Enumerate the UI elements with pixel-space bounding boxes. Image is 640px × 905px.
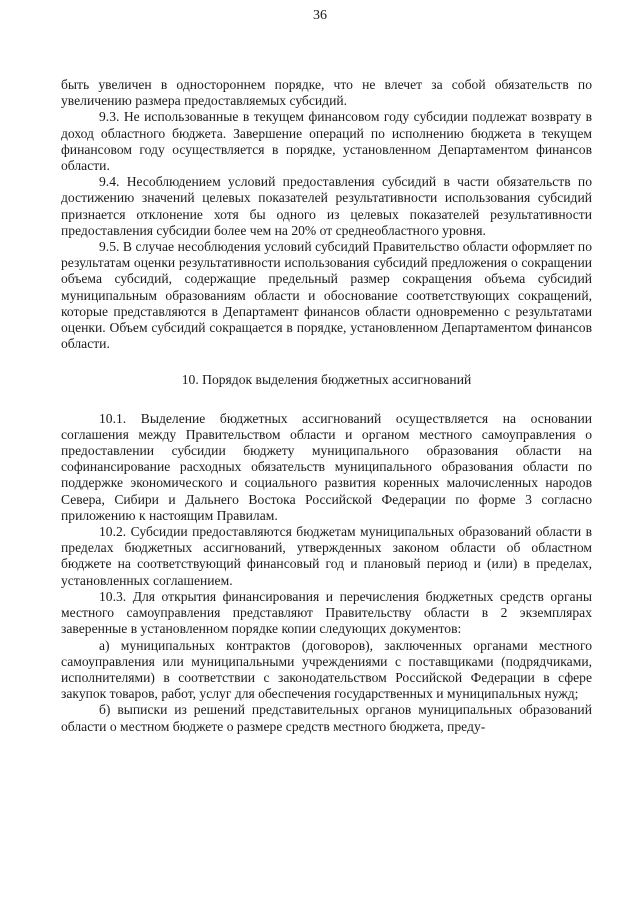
paragraph-9-3: 9.3. Не использованные в текущем финансовом году субсидии подлежат возврату в доход областного бюджета. Завершение операций по исполнению бюджета в текущем финансовом году осуществляется в порядке, установленном Департаментом финансов области.: [61, 109, 592, 174]
paragraph-10-1: 10.1. Выделение бюджетных ассигнований осуществляется на основании соглашения между Правительством области и органом местного самоуправления о предоставлении субсидии бюджету муниципального образования области на софинансирование расходных обязательств муниципального образования области по поддержке экономического и социального развития коренных малочисленных народов Севера, Сибири и Дальнего Востока Российской Федерации по форме 3 согласно приложению к настоящим Правилам.: [61, 410, 592, 523]
list-item-b: б) выписки из решений представительных органов муниципальных образований области о местном бюджете о размере средств местного бюджета, преду-: [61, 702, 592, 734]
section-heading: 10. Порядок выделения бюджетных ассигнований: [181, 372, 472, 388]
document-body: [61, 77, 592, 735]
paragraph-9-5: 9.5. В случае несоблюдения условий субсидий Правительство области оформляет по результатам оценки результативности использования субсидий предложения о сокращении объема субсидий, содержащие предельный размер сокращения объема субсидий муниципальным образованиям области и обоснование соответствующих сокращений, которые представляются в Департамент финансов области одновременно с результатами оценки. Объем субсидий сокращается в порядке, установленном Департаментом финансов области.: [61, 239, 592, 352]
paragraph-continuation: быть увеличен в одностороннем порядке, что не влечет за собой обязательств по увеличению размера предоставляемых субсидий.: [61, 77, 592, 109]
page-number: 36: [313, 8, 327, 23]
paragraph-9-4: 9.4. Несоблюдением условий предоставления субсидий в части обязательств по достижению значений целевых показателей результативности использования субсидий признается отклонение хотя бы одного из целевых показателей результативности предоставления субсидии более чем на 20% от среднеобластного уровня.: [61, 174, 592, 238]
list-item-a: а) муниципальных контрактов (договоров), заключенных органами местного самоуправления или муниципальными учреждениями с поставщиками (подрядчиками, исполнителями) в соответствии с законодательством Российской Федерации в сфере закупок товаров, работ, услуг для обеспечения государственных и муниципальных нужд;: [61, 637, 592, 702]
paragraph-10-3: 10.3. Для открытия финансирования и перечисления бюджетных средств органы местного самоуправления представляют Правительству области в 2 экземплярах заверенные в установленном порядке копии следующих документов:: [61, 588, 592, 637]
paragraph-10-2: 10.2. Субсидии предоставляются бюджетам муниципальных образований области в пределах бюджетных ассигнований, утвержденных законом области об областном бюджете на соответствующий финансовый год и плановый период и (или) в пределах, установленных соглашением.: [61, 524, 592, 588]
